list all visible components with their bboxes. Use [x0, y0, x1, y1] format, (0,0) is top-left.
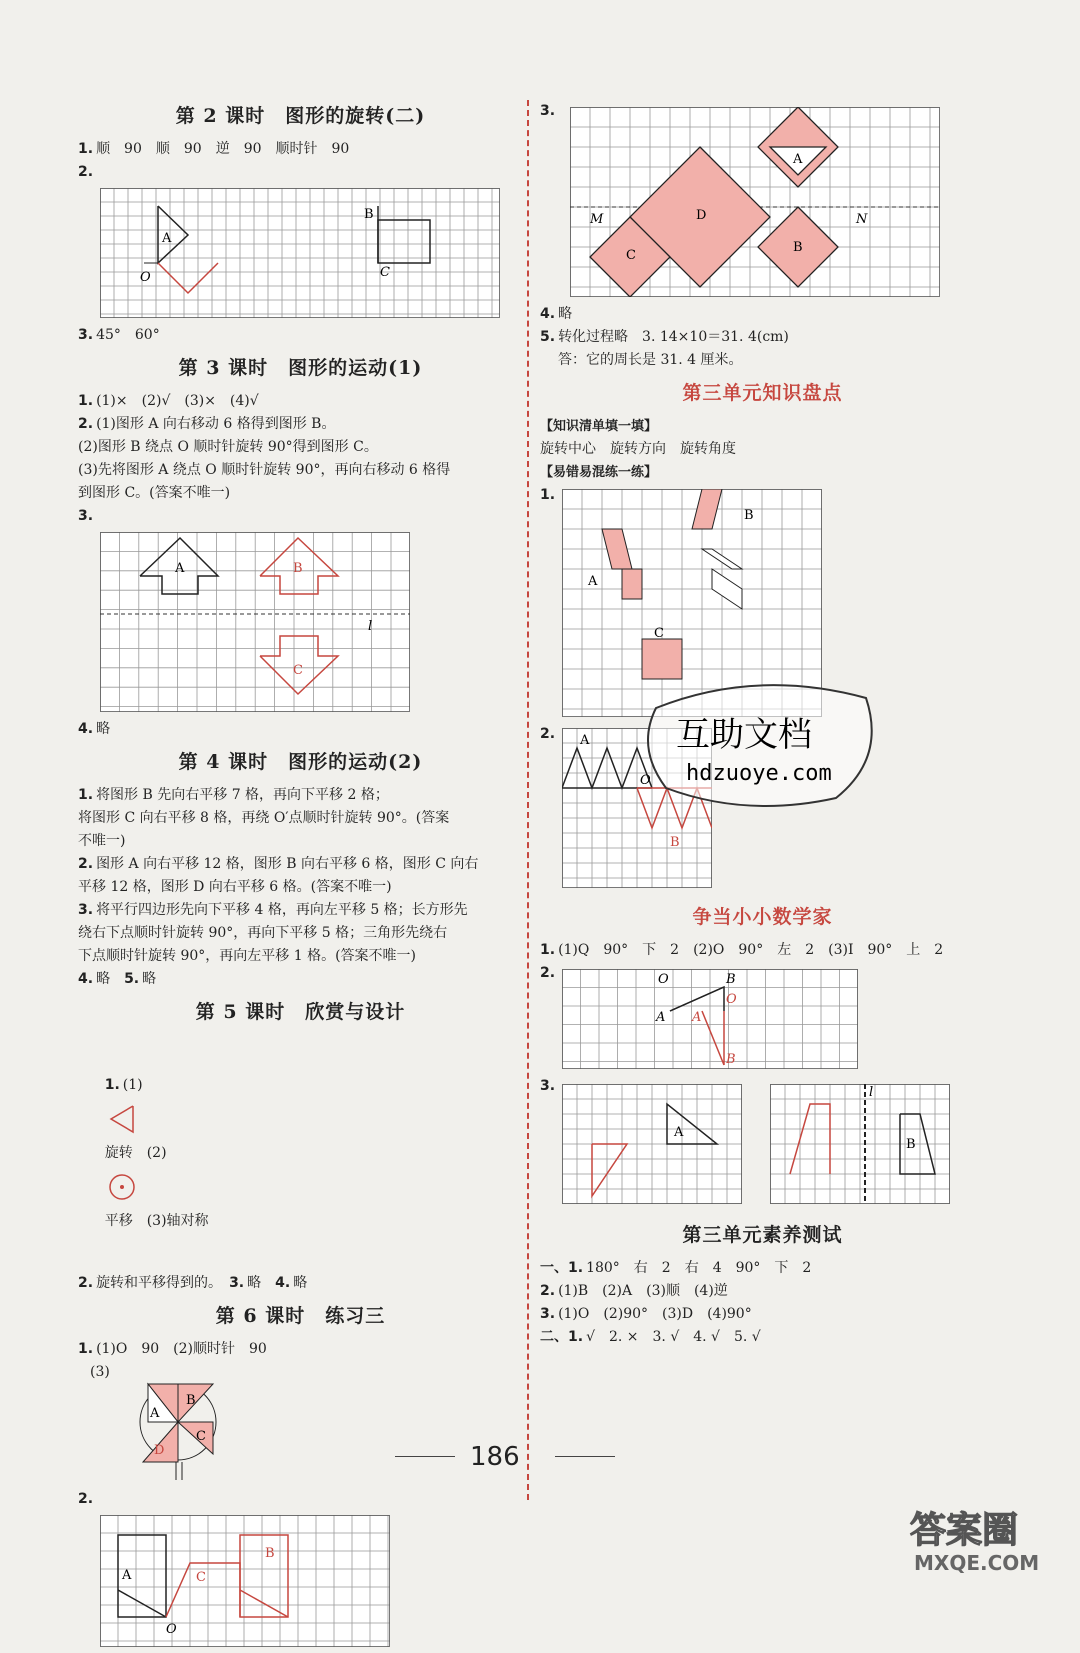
- lesson-3-q3-label: 3.: [78, 508, 94, 524]
- lesson-4-q1b: 将图形 C 向右平移 8 格，再绕 O′点顺时针旋转 90°。(答案: [78, 810, 450, 826]
- svg-text:O: O: [726, 992, 737, 1007]
- svg-text:A: A: [656, 1010, 666, 1025]
- lesson-4-q2a: 2. 图形 A 向右平移 12 格，图形 B 向右平移 6 格，图形 C 向右: [78, 856, 479, 872]
- lesson-2-q1: 1. 顺 90 顺 90 逆 90 顺时针 90: [78, 141, 350, 157]
- svg-text:MXQE.COM: MXQE.COM: [914, 1551, 1040, 1575]
- svg-text:B: B: [186, 1393, 196, 1408]
- svg-text:A: A: [793, 152, 803, 167]
- mathematician-title: 争当小小数学家: [692, 906, 833, 928]
- q3-grid-left: [562, 1084, 742, 1204]
- q3-grid-right: [770, 1084, 950, 1204]
- svg-text:O: O: [640, 773, 651, 788]
- lesson-6-q2-label: 2.: [78, 1491, 94, 1507]
- shape-c-label: C: [380, 265, 390, 280]
- lesson-6-title: 第 6 课时 练习三: [215, 1305, 386, 1327]
- svg-text:B: B: [726, 972, 736, 987]
- page-dash-right: [555, 1456, 615, 1457]
- svg-text:C: C: [654, 626, 664, 641]
- svg-text:A: A: [150, 1406, 160, 1421]
- svg-text:l: l: [869, 1085, 874, 1100]
- svg-text:M: M: [590, 212, 604, 227]
- svg-text:B: B: [906, 1137, 916, 1152]
- page-number: 186: [470, 1442, 520, 1472]
- lesson-3-q2b: (2)图形 B 绕点 O 顺时针旋转 90°得到图形 C。: [78, 439, 378, 455]
- page-dash-left: [395, 1456, 455, 1457]
- lesson-3-grid: [100, 532, 410, 712]
- pinwheel: [118, 1362, 238, 1482]
- circle-dot-icon: [105, 1172, 139, 1202]
- svg-text:A: A: [580, 733, 590, 748]
- knowledge-list-header: 【知识清单填一填】: [540, 419, 658, 434]
- knowledge-fill: 旋转中心 旋转方向 旋转角度: [540, 441, 736, 457]
- unit3-q1-label: 1.: [540, 487, 556, 503]
- svg-text:B: B: [726, 1052, 736, 1067]
- lesson-3-q4: 4. 略: [78, 721, 111, 737]
- shape-b-label: B: [364, 207, 374, 222]
- lesson-2-grid: [100, 188, 500, 318]
- svg-text:A: A: [588, 574, 598, 589]
- right-q4: 4. 略: [540, 306, 573, 322]
- lesson-6-grid: [100, 1515, 390, 1647]
- svg-text:B: B: [670, 835, 680, 850]
- lesson-6-q1: 1. (1)O 90 (2)顺时针 90: [78, 1341, 267, 1357]
- lesson-4-q2b: 平移 12 格，图形 D 向右平移 6 格。(答案不唯一): [78, 879, 392, 895]
- lesson-4-q3c: 下点顺时针旋转 90°，再向左平移 1 格。(答案不唯一): [78, 948, 416, 964]
- lesson-4-title: 第 4 课时 图形的运动(2): [178, 751, 423, 773]
- test-line-1: 一、1. 180° 右 2 右 4 90° 下 2: [540, 1260, 812, 1276]
- mathematician-q2-grid: [562, 969, 858, 1069]
- svg-text:N: N: [856, 212, 868, 227]
- test-line-2: 2. (1)B (2)A (3)顺 (4)逆: [540, 1283, 728, 1299]
- left-column: [78, 95, 523, 1653]
- svg-text:O: O: [166, 1622, 177, 1637]
- svg-text:D: D: [696, 208, 707, 223]
- right-q5b: 答：它的周长是 31. 4 厘米。: [558, 352, 743, 368]
- lesson-5-q234: 2. 旋转和平移得到的。 3. 略 4. 略: [78, 1275, 308, 1291]
- svg-text:l: l: [368, 619, 373, 634]
- mathematician-q1: 1. (1)Q 90° 下 2 (2)O 90° 左 2 (3)I 90° 上 2: [540, 942, 944, 958]
- unit3-q2-label: 2.: [540, 726, 556, 742]
- test-line-3: 3. (1)O (2)90° (3)D (4)90°: [540, 1306, 752, 1322]
- svg-text:B: B: [744, 508, 754, 523]
- stamp-line2: hdzuoye.com: [686, 761, 832, 786]
- svg-text:C: C: [196, 1429, 206, 1444]
- stamp-line1: 互助文档: [676, 715, 812, 755]
- svg-text:D: D: [154, 1443, 165, 1458]
- lesson-2-title: 第 2 课时 图形的旋转(二): [175, 105, 426, 127]
- lesson-3-q2c: (3)先将图形 A 绕点 O 顺时针旋转 90°，再向右移动 6 格得: [78, 462, 451, 478]
- lesson-6-q1c: (3): [90, 1364, 110, 1380]
- svg-text:B: B: [793, 240, 803, 255]
- lesson-3-q1: 1. (1)× (2)√ (3)× (4)√: [78, 393, 259, 409]
- svg-text:A: A: [674, 1125, 684, 1140]
- svg-text:A: A: [692, 1010, 702, 1025]
- mathematician-q3-label: 3.: [540, 1078, 556, 1094]
- unit3-title: 第三单元知识盘点: [682, 382, 843, 404]
- svg-text:A: A: [122, 1568, 132, 1583]
- svg-text:A: A: [175, 561, 185, 576]
- lesson-2-q3: 3. 45° 60°: [78, 327, 160, 343]
- svg-text:O: O: [658, 972, 669, 987]
- svg-text:C: C: [293, 663, 303, 678]
- hdzuoye-stamp: [636, 668, 886, 818]
- column-divider: [527, 100, 529, 1500]
- lesson-3-q2a: 2. (1)图形 A 向右移动 6 格得到图形 B。: [78, 416, 336, 432]
- lesson-4-q1c: 不唯一): [78, 833, 126, 849]
- right-q3-grid: [570, 107, 940, 297]
- lesson-2-q2-label: 2.: [78, 164, 94, 180]
- lesson-5-q1: 1. (1) 旋转 (2) 平移 (3)轴对称: [104, 1077, 209, 1229]
- mxqe-watermark: [900, 1500, 1070, 1576]
- lesson-4-q3a: 3. 将平行四边形先向下平移 4 格，再向左平移 5 格；长方形先: [78, 902, 468, 918]
- svg-text:B: B: [265, 1546, 275, 1561]
- lesson-4-q1a: 1. 将图形 B 先向右平移 7 格，再向下平移 2 格；: [78, 787, 389, 803]
- svg-text:答案圈: 答案圈: [910, 1510, 1019, 1551]
- lesson-4-q45: 4. 略 5. 略: [78, 971, 157, 987]
- shape-a-label: A: [162, 231, 172, 246]
- lesson-4-q3b: 绕右下点顺时针旋转 90°，再向下平移 5 格；三角形先绕右: [78, 925, 448, 941]
- lesson-3-title: 第 3 课时 图形的运动(1): [178, 357, 423, 379]
- flag-icon: [105, 1104, 139, 1134]
- unit3-test-title: 第三单元素养测试: [682, 1224, 843, 1246]
- lesson-5-title: 第 5 课时 欣赏与设计: [195, 1001, 406, 1023]
- svg-text:B: B: [293, 561, 303, 576]
- error-practice-header: 【易错易混练一练】: [540, 465, 658, 480]
- right-q3-label: 3.: [540, 103, 556, 119]
- svg-text:C: C: [196, 1570, 206, 1585]
- test-line-4: 二、1. √ 2. × 3. √ 4. √ 5. √: [540, 1329, 761, 1345]
- mathematician-q3-grids: [540, 1080, 985, 1210]
- point-o-label: O: [140, 270, 151, 285]
- lesson-3-q2d: 到图形 C。(答案不唯一): [78, 485, 231, 501]
- mathematician-q2-label: 2.: [540, 965, 556, 981]
- right-q5: 5. 转化过程略 3. 14×10＝31. 4(cm): [540, 329, 789, 345]
- svg-text:C: C: [626, 248, 636, 263]
